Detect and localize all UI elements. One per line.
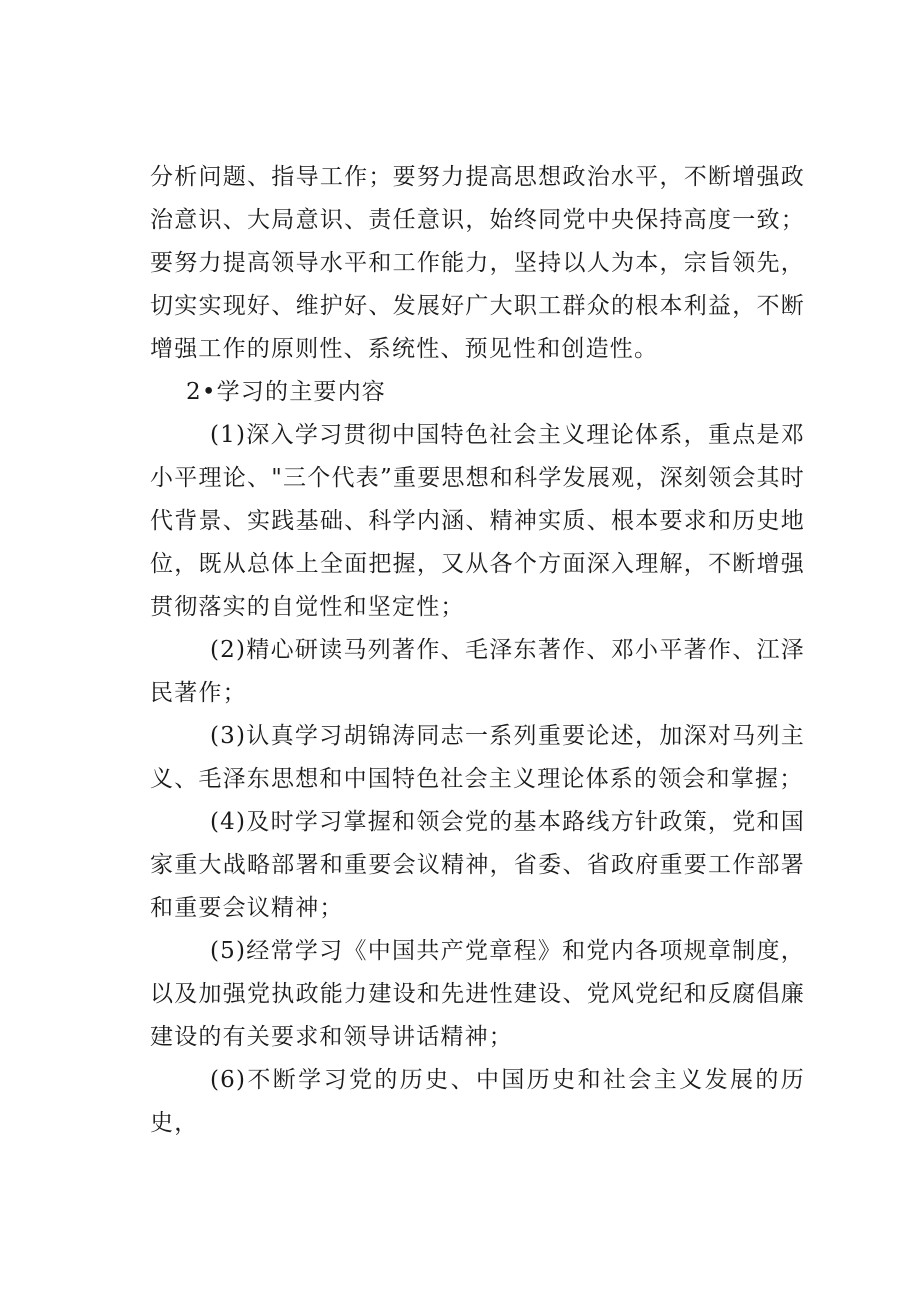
list-item-6: (6)不断学习党的历史、中国历史和社会主义发展的历史，: [150, 1067, 805, 1136]
list-item-3: (3)认真学习胡锦涛同志一系列重要论述，加深对马列主义、毛泽东思想和中国特色社会主义理论体系的领会和掌握；: [150, 723, 805, 792]
list-item-2: (2)精心研读马列著作、毛泽东著作、邓小平著作、江泽民著作；: [150, 637, 805, 706]
list-item-5: (5)经常学习《中国共产党章程》和党内各项规章制度，以及加强党执政能力建设和先进性建设、党风党纪和反腐倡廉建设的有关要求和领导讲话精神；: [150, 938, 805, 1050]
section-heading-main-content: 2•学习的主要内容: [186, 379, 386, 405]
paragraph-continuation: 分析问题、指导工作；要努力提高思想政治水平，不断增强政治意识、大局意识、责任意识，始终同党中央保持高度一致；要努力提高领导水平和工作能力，坚持以人为本，宗旨领先，切实实现好、维护好、发展好广大职工群众的根本利益，不断增强工作的原则性、系统性、预见性和创造性。: [150, 164, 805, 362]
document-page: [150, 156, 805, 1145]
list-item-4: (4)及时学习掌握和领会党的基本路线方针政策，党和国家重大战略部署和重要会议精神，省委、省政府重要工作部署和重要会议精神；: [150, 809, 805, 921]
list-item-1: (1)深入学习贯彻中国特色社会主义理论体系，重点是邓小平理论、"三个代表”重要思想和科学发展观，深刻领会其时代背景、实践基础、科学内涵、精神实质、根本要求和历史地位，既从总体上全面把握，又从各个方面深入理解，不断增强贯彻落实的自觉性和坚定性；: [150, 422, 805, 620]
